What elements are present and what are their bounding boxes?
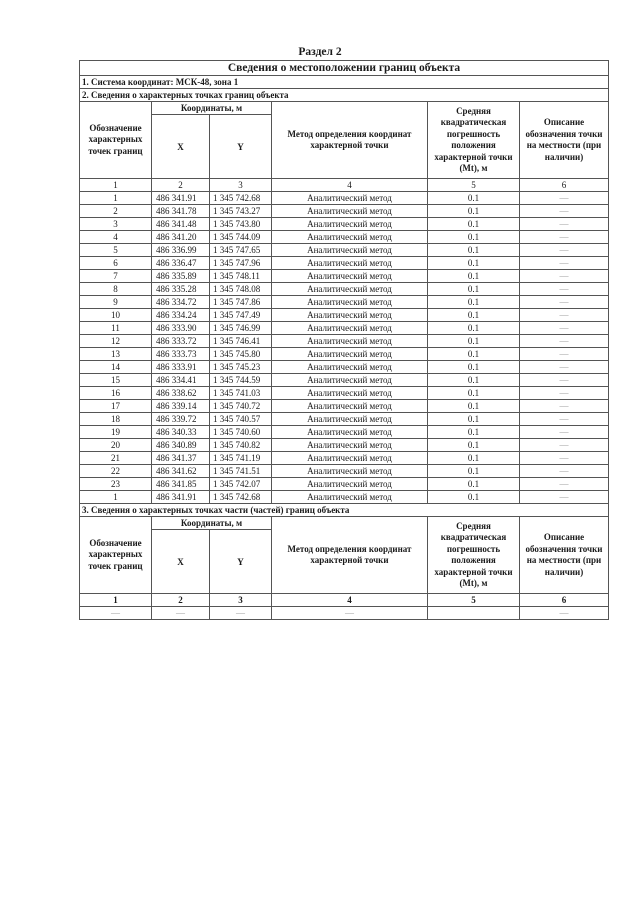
method: Аналитический метод — [272, 348, 428, 361]
mean-square-error: 0.1 — [428, 348, 520, 361]
table-row — [80, 413, 609, 426]
column-number: 2 — [152, 179, 210, 192]
mean-square-error: 0.1 — [428, 322, 520, 335]
column-number: 2 — [152, 594, 210, 607]
coord-x: 486 334.72 — [152, 296, 210, 309]
header-method: Метод определения координат характерной точки — [272, 517, 428, 594]
point-description: — — [520, 491, 609, 504]
method: Аналитический метод — [272, 465, 428, 478]
mean-square-error: 0.1 — [428, 491, 520, 504]
point-number: — — [80, 607, 152, 620]
coord-x: 486 341.48 — [152, 218, 210, 231]
coord-y: 1 345 741.19 — [210, 452, 272, 465]
table-row — [80, 491, 609, 504]
table-row — [80, 296, 609, 309]
mean-square-error: 0.1 — [428, 244, 520, 257]
coord-x: — — [152, 607, 210, 620]
mean-square-error: 0.1 — [428, 257, 520, 270]
table-row — [80, 231, 609, 244]
coord-x: 486 340.33 — [152, 426, 210, 439]
point-description: — — [520, 244, 609, 257]
point-number: 1 — [80, 491, 152, 504]
mean-square-error: 0.1 — [428, 335, 520, 348]
coord-y: 1 345 748.08 — [210, 283, 272, 296]
method: Аналитический метод — [272, 244, 428, 257]
coord-x: 486 341.37 — [152, 452, 210, 465]
point-number: 22 — [80, 465, 152, 478]
coordinate-system: 1. Система координат: МСК-48, зона 1 — [80, 76, 609, 89]
section3-title: 3. Сведения о характерных точках части (частей) границ объекта — [80, 504, 609, 517]
method: Аналитический метод — [272, 478, 428, 491]
method: — — [272, 607, 428, 620]
coord-x: 486 340.89 — [152, 439, 210, 452]
point-number: 17 — [80, 400, 152, 413]
coord-y: 1 345 745.80 — [210, 348, 272, 361]
coord-y: 1 345 742.68 — [210, 192, 272, 205]
point-description: — — [520, 607, 609, 620]
column-number: 5 — [428, 594, 520, 607]
table-row — [80, 439, 609, 452]
section3-title-row — [80, 504, 609, 517]
point-number: 23 — [80, 478, 152, 491]
coord-x: 486 341.91 — [152, 491, 210, 504]
point-description: — — [520, 322, 609, 335]
point-description: — — [520, 205, 609, 218]
coord-y: 1 345 743.80 — [210, 218, 272, 231]
coord-y: 1 345 747.49 — [210, 309, 272, 322]
table-row — [80, 192, 609, 205]
point-number: 2 — [80, 205, 152, 218]
point-number: 12 — [80, 335, 152, 348]
mean-square-error: 0.1 — [428, 465, 520, 478]
column-number: 5 — [428, 179, 520, 192]
column-number: 6 — [520, 594, 609, 607]
table-row — [80, 270, 609, 283]
mean-square-error: 0.1 — [428, 478, 520, 491]
section-title: Раздел 2 — [298, 46, 342, 58]
mean-square-error: 0.1 — [428, 218, 520, 231]
mean-square-error: 0.1 — [428, 205, 520, 218]
point-number: 15 — [80, 374, 152, 387]
header-coordinates: Координаты, м — [152, 102, 272, 115]
header-y: Y — [210, 115, 272, 179]
method: Аналитический метод — [272, 192, 428, 205]
point-number: 20 — [80, 439, 152, 452]
section3-header-row — [80, 517, 609, 530]
point-number: 10 — [80, 309, 152, 322]
mean-square-error: 0.1 — [428, 439, 520, 452]
mean-square-error: 0.1 — [428, 361, 520, 374]
column-number: 1 — [80, 179, 152, 192]
point-description: — — [520, 465, 609, 478]
method: Аналитический метод — [272, 439, 428, 452]
method: Аналитический метод — [272, 374, 428, 387]
method: Аналитический метод — [272, 413, 428, 426]
point-description: — — [520, 413, 609, 426]
column-number: 3 — [210, 179, 272, 192]
section2-title-row — [80, 89, 609, 102]
point-number: 13 — [80, 348, 152, 361]
point-number: 7 — [80, 270, 152, 283]
point-number: 1 — [80, 192, 152, 205]
mean-square-error: 0.1 — [428, 387, 520, 400]
coord-y: 1 345 741.03 — [210, 387, 272, 400]
coord-y: — — [210, 607, 272, 620]
mean-square-error: 0.1 — [428, 452, 520, 465]
header-y: Y — [210, 530, 272, 594]
coord-y: 1 345 745.23 — [210, 361, 272, 374]
method: Аналитический метод — [272, 361, 428, 374]
coord-y: 1 345 746.99 — [210, 322, 272, 335]
table-row — [80, 426, 609, 439]
coord-x: 486 333.90 — [152, 322, 210, 335]
point-number: 21 — [80, 452, 152, 465]
header-coordinates: Координаты, м — [152, 517, 272, 530]
point-number: 18 — [80, 413, 152, 426]
point-description: — — [520, 452, 609, 465]
table-row — [80, 361, 609, 374]
method: Аналитический метод — [272, 335, 428, 348]
table-row — [80, 283, 609, 296]
table-row — [80, 205, 609, 218]
heading-row — [80, 61, 609, 76]
point-description: — — [520, 478, 609, 491]
coord-y: 1 345 748.11 — [210, 270, 272, 283]
coord-x: 486 338.62 — [152, 387, 210, 400]
coord-x: 486 336.47 — [152, 257, 210, 270]
point-number: 8 — [80, 283, 152, 296]
column-number: 3 — [210, 594, 272, 607]
section3-column-numbers — [80, 594, 609, 607]
column-number: 1 — [80, 594, 152, 607]
coord-x: 486 341.78 — [152, 205, 210, 218]
method: Аналитический метод — [272, 296, 428, 309]
point-description: — — [520, 192, 609, 205]
coord-x: 486 335.89 — [152, 270, 210, 283]
point-description: — — [520, 309, 609, 322]
point-description: — — [520, 361, 609, 374]
point-number: 19 — [80, 426, 152, 439]
table-row — [80, 400, 609, 413]
point-description: — — [520, 439, 609, 452]
point-description: — — [520, 257, 609, 270]
coord-y: 1 345 740.72 — [210, 400, 272, 413]
coord-y: 1 345 740.60 — [210, 426, 272, 439]
coord-y: 1 345 742.07 — [210, 478, 272, 491]
coord-x: 486 335.28 — [152, 283, 210, 296]
method: Аналитический метод — [272, 491, 428, 504]
point-description: — — [520, 426, 609, 439]
mean-square-error: 0.1 — [428, 283, 520, 296]
mean-square-error: 0.1 — [428, 270, 520, 283]
header-point-designation: Обозначение характерных точек границ — [80, 517, 152, 594]
header-mean-square-error: Средняя квадратическая погрешность положения характерной точки (Mt), м — [428, 517, 520, 594]
point-description: — — [520, 296, 609, 309]
table-row — [80, 257, 609, 270]
document-heading: Сведения о местоположении границ объекта — [80, 61, 609, 76]
point-description: — — [520, 218, 609, 231]
header-mean-square-error: Средняя квадратическая погрешность положения характерной точки (Mt), м — [428, 102, 520, 179]
coord-x: 486 339.72 — [152, 413, 210, 426]
method: Аналитический метод — [272, 322, 428, 335]
coord-x: 486 333.73 — [152, 348, 210, 361]
method: Аналитический метод — [272, 309, 428, 322]
mean-square-error — [428, 607, 520, 620]
table-row — [80, 348, 609, 361]
coord-y: 1 345 742.68 — [210, 491, 272, 504]
header-point-description: Описание обозначения точки на местности (при наличии) — [520, 517, 609, 594]
method: Аналитический метод — [272, 270, 428, 283]
header-point-description: Описание обозначения точки на местности (при наличии) — [520, 102, 609, 179]
table-row — [80, 309, 609, 322]
coord-y: 1 345 747.96 — [210, 257, 272, 270]
table-row — [80, 478, 609, 491]
coord-x: 486 341.62 — [152, 465, 210, 478]
method: Аналитический метод — [272, 283, 428, 296]
table-row — [80, 387, 609, 400]
point-number: 5 — [80, 244, 152, 257]
table-row — [80, 218, 609, 231]
section2-title: 2. Сведения о характерных точках границ объекта — [80, 89, 609, 102]
mean-square-error: 0.1 — [428, 309, 520, 322]
method: Аналитический метод — [272, 400, 428, 413]
table-row — [80, 322, 609, 335]
coord-y: 1 345 740.57 — [210, 413, 272, 426]
header-point-designation: Обозначение характерных точек границ — [80, 102, 152, 179]
coord-y: 1 345 746.41 — [210, 335, 272, 348]
method: Аналитический метод — [272, 231, 428, 244]
table-row — [80, 452, 609, 465]
mean-square-error: 0.1 — [428, 374, 520, 387]
coord-x: 486 334.24 — [152, 309, 210, 322]
coord-y: 1 345 743.27 — [210, 205, 272, 218]
mean-square-error: 0.1 — [428, 413, 520, 426]
point-description: — — [520, 335, 609, 348]
coord-y: 1 345 747.86 — [210, 296, 272, 309]
point-description: — — [520, 283, 609, 296]
method: Аналитический метод — [272, 218, 428, 231]
header-method: Метод определения координат характерной точки — [272, 102, 428, 179]
coord-x: 486 333.91 — [152, 361, 210, 374]
coord-x: 486 333.72 — [152, 335, 210, 348]
mean-square-error: 0.1 — [428, 231, 520, 244]
point-description: — — [520, 400, 609, 413]
coord-x: 486 341.85 — [152, 478, 210, 491]
coord-x: 486 336.99 — [152, 244, 210, 257]
table-row — [80, 607, 609, 620]
table-row — [80, 244, 609, 257]
point-number: 9 — [80, 296, 152, 309]
point-description: — — [520, 231, 609, 244]
table-row — [80, 465, 609, 478]
method: Аналитический метод — [272, 257, 428, 270]
coord-y: 1 345 744.59 — [210, 374, 272, 387]
coordinate-system-row — [80, 76, 609, 89]
column-number: 4 — [272, 179, 428, 192]
mean-square-error: 0.1 — [428, 400, 520, 413]
coord-x: 486 339.14 — [152, 400, 210, 413]
coord-y: 1 345 747.65 — [210, 244, 272, 257]
coord-y: 1 345 741.51 — [210, 465, 272, 478]
mean-square-error: 0.1 — [428, 192, 520, 205]
point-number: 4 — [80, 231, 152, 244]
coord-y: 1 345 744.09 — [210, 231, 272, 244]
point-number: 3 — [80, 218, 152, 231]
mean-square-error: 0.1 — [428, 426, 520, 439]
point-number: 14 — [80, 361, 152, 374]
point-number: 11 — [80, 322, 152, 335]
method: Аналитический метод — [272, 426, 428, 439]
point-number: 16 — [80, 387, 152, 400]
coord-y: 1 345 740.82 — [210, 439, 272, 452]
table-row — [80, 335, 609, 348]
point-description: — — [520, 387, 609, 400]
coord-x: 486 341.20 — [152, 231, 210, 244]
method: Аналитический метод — [272, 387, 428, 400]
point-number: 6 — [80, 257, 152, 270]
coord-x: 486 341.91 — [152, 192, 210, 205]
table-row — [80, 374, 609, 387]
point-description: — — [520, 270, 609, 283]
mean-square-error: 0.1 — [428, 296, 520, 309]
method: Аналитический метод — [272, 205, 428, 218]
section2-column-numbers — [80, 179, 609, 192]
point-description: — — [520, 374, 609, 387]
column-number: 6 — [520, 179, 609, 192]
boundary-document-table — [79, 60, 609, 620]
point-description: — — [520, 348, 609, 361]
header-x: X — [152, 115, 210, 179]
method: Аналитический метод — [272, 452, 428, 465]
section2-header-row — [80, 102, 609, 115]
coord-x: 486 334.41 — [152, 374, 210, 387]
header-x: X — [152, 530, 210, 594]
column-number: 4 — [272, 594, 428, 607]
